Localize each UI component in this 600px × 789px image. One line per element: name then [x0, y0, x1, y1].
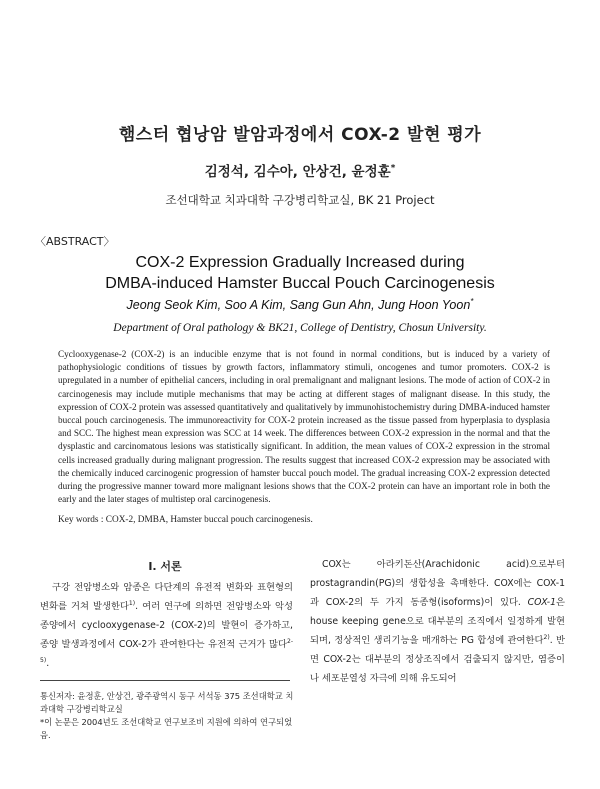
intro-right-text-1: COX는 아라키돈산(Arachidonic acid)으로부터 prostagrandin(PG)의 생합성을 촉매한다. COX에는 COX-1과 COX-2의 두 가지 동종형(isoforms)이 있다.	[310, 559, 565, 608]
section-heading-introduction: I. 서론	[148, 560, 182, 573]
reference-marker: 2-5)	[40, 637, 293, 664]
introduction-paragraph-left	[40, 578, 293, 673]
english-title	[0, 252, 600, 294]
reference-marker: 1)	[128, 599, 136, 607]
korean-affiliation: 조선대학교 치과대학 구강병리학교실, BK 21 Project	[165, 193, 435, 207]
korean-title: 햄스터 협낭암 발암과정에서 COX-2 발현 평가	[118, 125, 482, 145]
keywords	[58, 515, 550, 525]
keywords-label: Key words :	[58, 515, 104, 525]
footnote-divider	[40, 680, 290, 681]
english-authors	[0, 298, 600, 312]
introduction-left-column	[40, 578, 293, 673]
corresponding-mark: *	[390, 163, 396, 174]
introduction-right-column	[310, 555, 565, 688]
introduction-paragraph-right	[310, 555, 565, 688]
abstract-text: Cyclooxygenase-2 (COX-2) is an inducible enzyme that is not found in normal conditions, but is induced by a variety of pathophysiologic conditions of tissues by growth factors, inflammatory stimuli, oncogenes and tumor promoters. COX-2 is upregulated in a number of epithelial cancers, including in oral premalignant and malignant lesions. The mode of action of COX-2 in carcinogenesis may include mutiple mechanisms that may be acting at different stages of malignant disease. In this study, the expression of COX-2 protein was assessed quantitatively and qualitatively by immunohistochemistry during DMBA-induced hamster buccal pouch carcinogenesis. The immunoreactivity for COX-2 protein increased as the tissue passed from hyperplasia to dysplasia and SCC. The highest mean expression was SCC at 14 week. The differences between COX-2 expression in the normal and that the dysplastic and carcinomatous lesions was statistically significant. In addition, the mean values of COX-2 expression in the stromal cells increased gradually during malignant progression. The results suggest that increased COX-2 expression may be associated with the chemically induced carcinogenic progression of hamster buccal pouch model. The gradual increasing COX-2 expression detected during the progressive manner toward more malignant lesions shows that the COX-2 protein can have an important role in both the early and the later stages of multistep oral carcinogenesis.	[58, 349, 550, 505]
footnotes	[40, 690, 295, 742]
intro-left-text-end: .	[46, 658, 50, 669]
intro-right-text-3: . 반면 COX-2는 대부분의 정상조직에서 검출되지 않지만, 염증이나 세포분열성 자극에 의해 유도되어	[310, 635, 565, 684]
english-author-names: Jeong Seok Kim, Soo A Kim, Sang Gun Ahn, Jung Hoon Yoon	[126, 298, 471, 312]
english-affiliation: Department of Oral pathology & BK21, College of Dentistry, Chosun University.	[113, 322, 487, 334]
korean-authors	[0, 160, 600, 180]
korean-author-names: 김정석, 김수아, 안상건, 윤정훈	[204, 164, 391, 180]
english-title-line-1: COX-2 Expression Gradually Increased during	[135, 254, 465, 271]
keywords-text: COX-2, DMBA, Hamster buccal pouch carcinogenesis.	[105, 515, 313, 525]
reference-marker: 2)	[543, 633, 550, 641]
intro-left-text-1: 구강 전암병소와 암종은 다단계의 유전적 변화와 표현형의 변화를 거쳐 발생한다	[40, 582, 293, 612]
intro-right-gene-name: COX-1	[527, 597, 557, 608]
intro-left-text-2: . 여러 연구에 의하면 전암병소와 악성종양에서 cyclooxygenase-2 (COX-2)의 발현이 증가하고, 종양 발생과정에서 COX-2가 관여한다는 유전적 근거가 많다	[40, 601, 293, 650]
intro-right-text-2: 은 house keeping gene으로 대부분의 조직에서 일정하게 발현되며, 정상적인 생리기능을 매개하는 PG 합성에 관여한다	[310, 597, 565, 646]
abstract-label: 〈ABSTRACT〉	[35, 235, 115, 248]
english-corresponding-mark: *	[470, 296, 474, 306]
footnote-corresponding: 통신저자: 윤정훈, 안상건, 광주광역시 동구 서석동 375 조선대학교 치과대학 구강병리학교실	[40, 691, 294, 714]
english-title-line-2: DMBA-induced Hamster Buccal Pouch Carcinogenesis	[105, 275, 495, 292]
footnote-funding: *이 논문은 2004년도 조선대학교 연구보조비 지원에 의하여 연구되었음.	[40, 717, 293, 740]
